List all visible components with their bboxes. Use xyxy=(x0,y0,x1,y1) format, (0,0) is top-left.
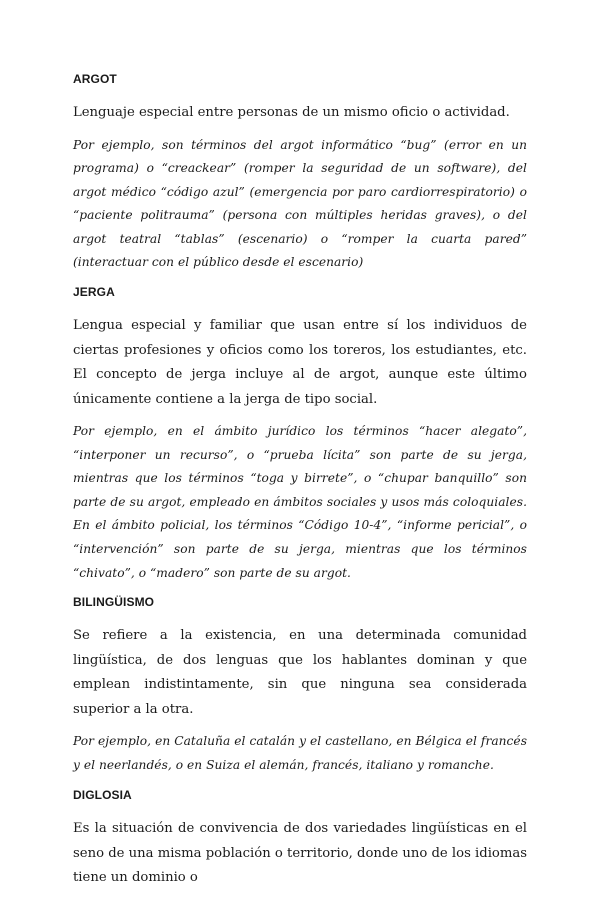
document-page xyxy=(73,70,527,899)
term-heading-bilinguismo: BILINGÜISMO xyxy=(73,595,155,610)
term-heading-diglosia: DIGLOSIA xyxy=(73,788,132,803)
definition-argot: Lenguaje especial entre personas de un mismo oficio o actividad. xyxy=(73,105,510,120)
term-heading-jerga: JERGA xyxy=(73,285,115,300)
example-jerga: Por ejemplo, en el ámbito jurídico los términos “hacer alegato”, “interponer un recurso”, o “prueba lícita” son parte de su jerga, mientras que los términos “toga y birrete”, o “chupar banquillo” son parte de su argot, empleado en ámbitos sociales y usos más coloquiales. En el ámbito policial, los términos “Código 10-4”, “informe pericial”, o “intervención” son parte de su jerga, mientras que los términos “chivato”, o “madero” son parte de su argot. xyxy=(73,424,527,580)
definition-jerga: Lengua especial y familiar que usan entre sí los individuos de ciertas profesiones y oficios como los toreros, los estudiantes, etc. El concepto de jerga incluye al de argot, aunque este último únicamente contiene a la jerga de tipo social. xyxy=(73,318,527,407)
example-argot: Por ejemplo, son términos del argot informático “bug” (error en un programa) o “creackear” (romper la seguridad de un software), del argot médico “código azul” (emergencia por paro cardiorrespiratorio) o “paciente politrauma” (persona con múltiples heridas graves), o del argot teatral “tablas” (escenario) o “romper la cuarta pared” (interactuar con el público desde el escenario) xyxy=(73,137,527,270)
example-bilinguismo: Por ejemplo, en Cataluña el catalán y el castellano, en Bélgica el francés y el neerlandés, o en Suiza el alemán, francés, italiano y romanche. xyxy=(73,734,527,772)
definition-diglosia: Es la situación de convivencia de dos variedades lingüísticas en el seno de una misma población o territorio, donde uno de los idiomas tiene un dominio o xyxy=(73,821,527,886)
definition-bilinguismo: Se refiere a la existencia, en una determinada comunidad lingüística, de dos lenguas que los hablantes dominan y que emplean indistintamente, sin que ninguna sea considerada superior a la otra. xyxy=(73,628,527,717)
term-heading-argot: ARGOT xyxy=(73,72,117,86)
